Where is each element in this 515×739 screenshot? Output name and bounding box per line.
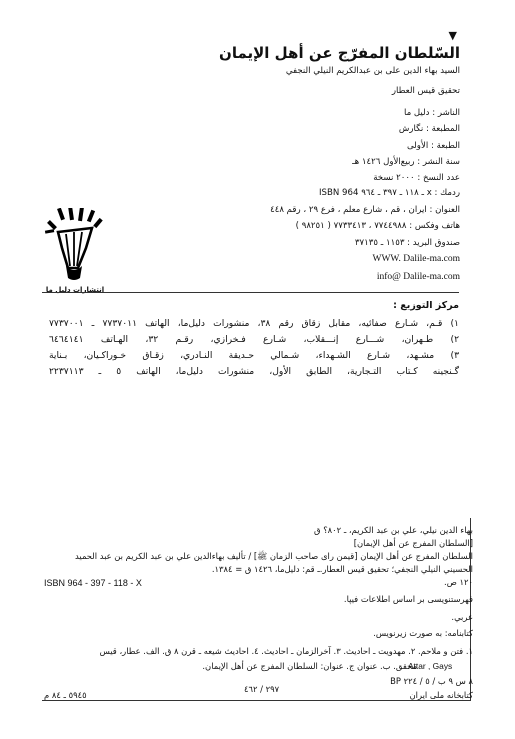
isbn-en: ISBN 964 — [319, 188, 359, 198]
catalog-line-6: فهرستنويسى بر اساس اطلاعات فيپا. — [343, 594, 473, 604]
catalog-isbn: ISBN 964 - 397 - 118 - X — [44, 578, 142, 588]
distribution-line-4: گـنجينه كـتاب التـجارية، الطابق الأول، منشورات دليل‌ما، الهاتف ٥ ـ ٢٢٣٧١١٣ — [49, 366, 459, 377]
catalog-line-3: السلطان المفرج عن أهل الإيمان [قيمن راى صاحب الزمان ﷺ] / تأليف بهاءالدين علي بن عبد الكريم بن عبد الحميد — [75, 551, 473, 561]
distribution-line-3: ٣) مشـهد، شـارع الشـهداء، شـمالي حـديقة النـادري، زقـاق خـوراكـيان، بـناية — [49, 350, 459, 361]
phone-line: هاتف وفكس : ٧٧٤٤٩٨٨ ، ٧٧٣٣٤١٣ ( ٩٨٢٥١ ) — [295, 221, 460, 231]
catalog-line-8: كتابنامه: به صورت زيرنويس. — [373, 628, 473, 638]
book-title: السّلطان المفرّج عن أهل الإيمان — [219, 44, 460, 62]
catalog-call-number: ٢٩٧ / ٤٦٢ — [244, 684, 280, 694]
triangle-marker-icon: ▼ — [448, 29, 457, 42]
logo-caption: انتشارات دليل ما — [45, 286, 105, 294]
catalog-author-en: Attar , Gays — [408, 661, 453, 671]
catalog-line-11: ٨ س ٩ ب / ٥ / ٢٢٤ BP — [390, 676, 473, 686]
catalog-line-9: ١. فتن و ملاحم. ٢. مهدويت ـ احاديث. ٣. آخرالزمان ـ احاديث. ٤. احاديث شيعه ـ قرن ٨ ق. الف. عطار، قيس — [99, 646, 473, 656]
distribution-line-2: ٢) طـهران، شـــارع إنـــقلاب، شـارع فـخرازي، رقـم ٣٢، الهـاتف ٦٤٦٤١٤١ — [49, 334, 460, 345]
edition-line: الطبعة : الأولى — [407, 141, 460, 151]
catalog-record-number: ٥٩٤٥ ـ ٨٤ م — [44, 690, 87, 700]
catalog-line-7: عربي. — [451, 612, 473, 622]
website-link[interactable]: WWW. Dalile-ma.com — [372, 254, 460, 264]
catalog-line-1: بهاء الدين نيلي، علي بن عبد الكريم، ـ ٨٠٢؟ ق — [314, 525, 473, 535]
address-line: العنوان : ايران ، قم ، شارع معلم ، فرع ٢٩ ، رقم ٤٤٨ — [270, 205, 460, 215]
dalile-ma-hand-logo-icon — [44, 208, 106, 292]
date-line: سنة النشر : ربيع‌الأول ١٤٢٦ هـ — [352, 157, 460, 167]
pobox-line: صندوق البريد : ١١٥٣ ـ ٣٧١٣٥ — [354, 238, 460, 248]
catalog-line-2: [السلطان المفرج عن أهل الإيمان] — [353, 538, 473, 548]
isbn-line — [319, 188, 460, 199]
catalog-line-12: كتابخانه ملى ايران — [409, 690, 473, 700]
catalog-line-10: محقق. ب. عنوان ج. عنوان: السلطان المفرج عن أهل الإيمان. — [202, 661, 417, 671]
author-line: السيد بهاء الدين على بن عبدالكريم النيلي النجفي — [285, 66, 460, 76]
divider-top — [42, 292, 459, 293]
editor-line: تحقيق قيس العطار — [391, 86, 460, 96]
publisher-line: الناشر : دليل ما — [403, 108, 460, 118]
email-link[interactable]: info@ Dalile-ma.com — [376, 272, 460, 282]
catalog-line-5: ١٢٠ ص. — [444, 577, 473, 587]
press-line: المطبعة : نگارش — [398, 124, 460, 134]
isbn-fa: ردمك : x ـ ١١٨ ـ ٣٩٧ ـ ٩٦٤ — [361, 188, 460, 198]
copies-line: عدد النسخ : ٢٠٠٠ نسخة — [373, 173, 460, 183]
distribution-line-1: ١) قـم، شـارع صفائيه، مقابل زقاق رقم ٣٨، منشورات دليل‌ما، الهاتف ٧٧٣٧٠١١ ـ ٧٧٣٧٠٠١ — [49, 318, 459, 329]
distribution-heading: مركز التوزيع : — [393, 300, 459, 311]
catalog-line-4: الحسيني النيلي النجفي؛ تحقيق قيس العطار.ـ قم: دليل‌ما، ١٤٢٦ ق = ١٣٨٤. — [211, 564, 473, 574]
